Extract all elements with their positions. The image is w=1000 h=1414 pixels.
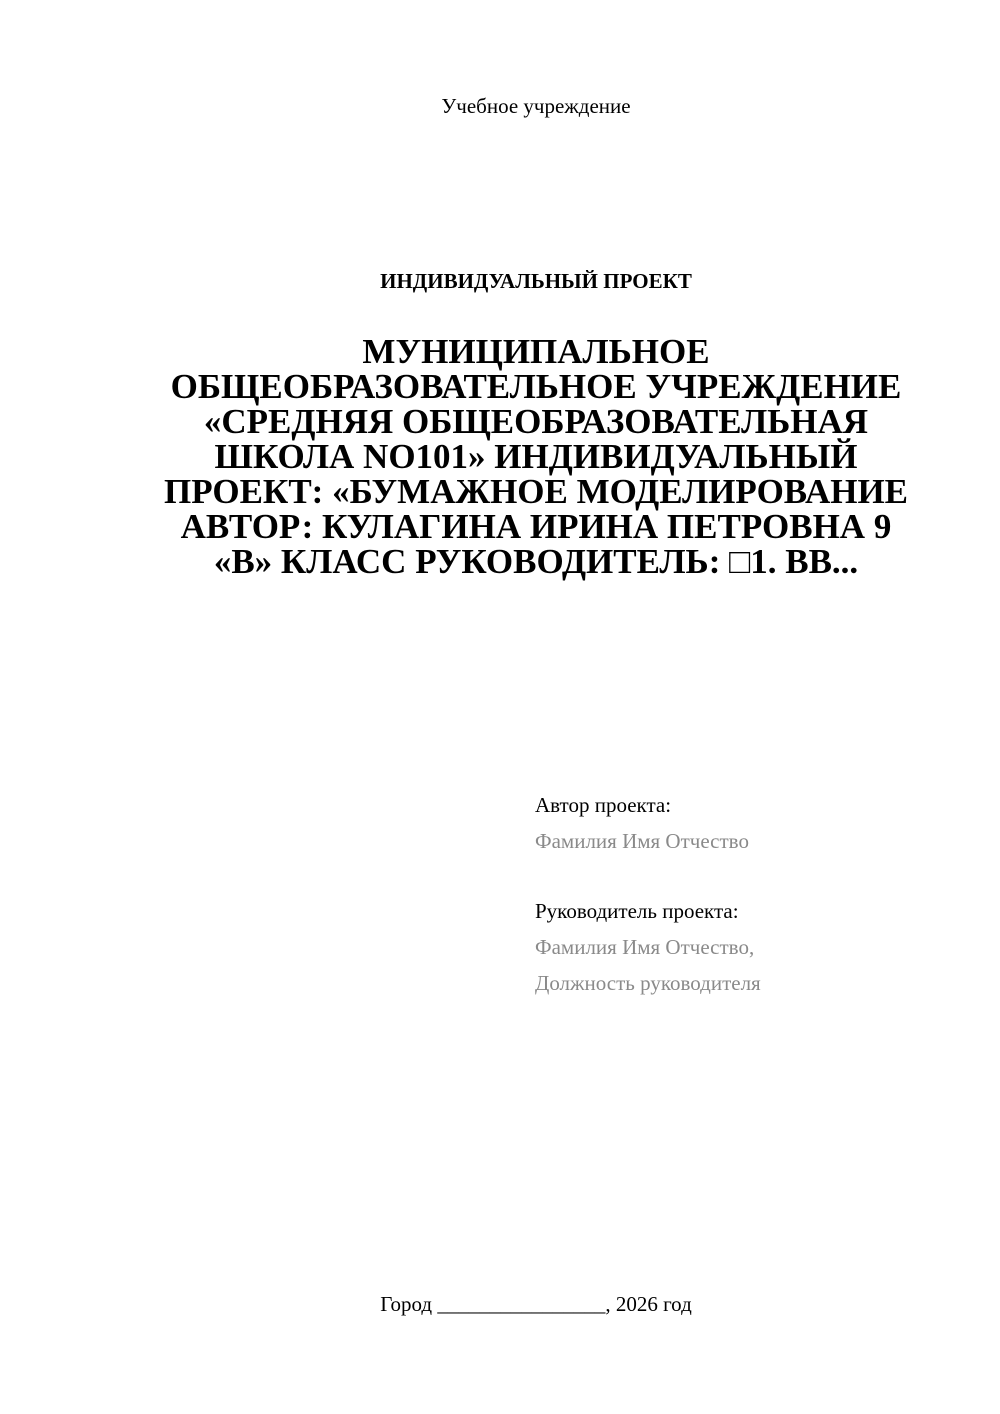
- author-label: Автор проекта:: [535, 793, 672, 817]
- supervisor-block: [535, 893, 965, 1001]
- project-type-label: ИНДИВИДУАЛЬНЫЙ ПРОЕКТ: [380, 269, 692, 293]
- supervisor-position: Должность руководителя: [535, 971, 761, 995]
- institution-name: Учебное учреждение: [441, 94, 631, 118]
- city-year-line: Город ________________, 2026 год: [380, 1292, 692, 1316]
- supervisor-name: Фамилия Имя Отчество,: [535, 935, 755, 959]
- author-block: [535, 787, 965, 859]
- author-name: Фамилия Имя Отчество: [535, 829, 749, 853]
- project-title: МУНИЦИПАЛЬНОЕ ОБЩЕОБРАЗОВАТЕЛЬНОЕ УЧРЕЖДЕНИЕ «СРЕДНЯЯ ОБЩЕОБРАЗОВАТЕЛЬНАЯ ШКОЛА NO101» ИНДИВИДУАЛЬНЫЙ ПРОЕКТ: «БУМАЖНОЕ МОДЕЛИРОВАНИЕ АВТОР: КУЛАГИНА ИРИНА ПЕТРОВНА 9 «В» КЛАСС РУКОВОДИТЕЛЬ: □1. ВВ...: [163, 332, 909, 581]
- supervisor-label: Руководитель проекта:: [535, 899, 739, 923]
